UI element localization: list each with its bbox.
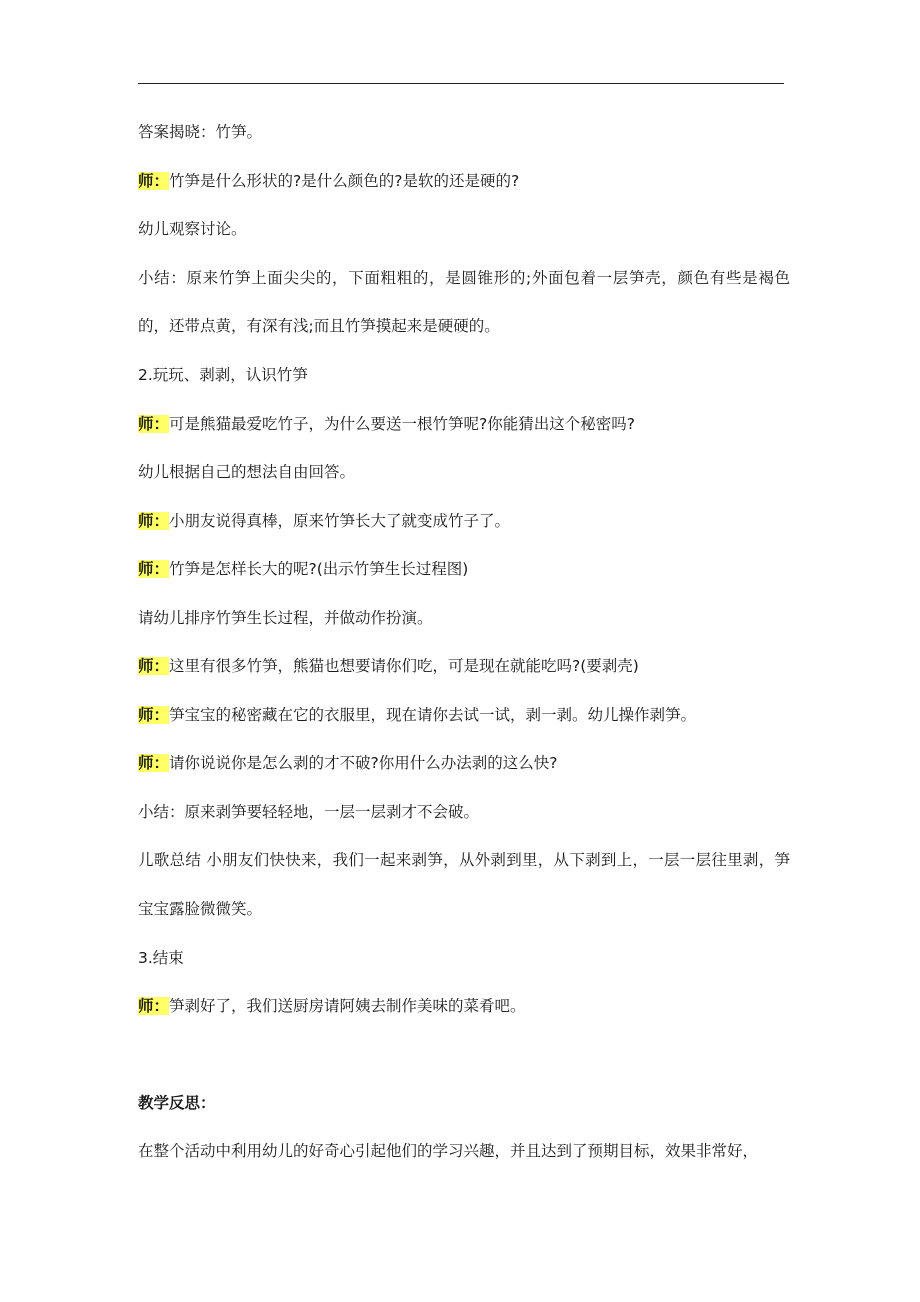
paragraph-text: 儿歌总结 小朋友们快快来，我们一起来剥笋，从外剥到里，从下剥到上，一层一层往里剥，笋宝宝露脸微微笑。 xyxy=(138,851,790,918)
paragraph-text: 笋剥好了，我们送厨房请阿姨去制作美味的菜肴吧。 xyxy=(169,997,526,1015)
paragraph-text: 可是熊猫最爱吃竹子，为什么要送一根竹笋呢?你能猜出这个秘密吗? xyxy=(169,414,635,433)
document-body xyxy=(138,120,790,1188)
speaker-label: 师： xyxy=(138,414,170,433)
paragraph-17 xyxy=(138,994,790,1018)
reflection-text: 在整个活动中利用幼儿的好奇心引起他们的学习兴趣，并且达到了预期目标，效果非常好， xyxy=(138,1142,759,1160)
paragraph-text: 竹笋是怎样长大的呢?(出示竹笋生长过程图) xyxy=(169,560,469,578)
speaker-label: 师： xyxy=(138,754,170,772)
paragraph-text: 幼儿根据自己的想法自由回答。 xyxy=(138,463,356,481)
paragraph-text: 幼儿观察讨论。 xyxy=(138,220,247,238)
paragraph-6 xyxy=(138,412,790,436)
paragraph-text: 请幼儿排序竹笋生长过程，并做动作扮演。 xyxy=(138,608,433,627)
speaker-label: 师： xyxy=(138,997,170,1015)
speaker-label: 师： xyxy=(138,511,170,530)
paragraph-text: 竹笋是什么形状的?是什么颜色的?是软的还是硬的? xyxy=(169,171,520,190)
paragraph-12 xyxy=(138,703,790,727)
paragraph-text: 笋宝宝的秘密藏在它的衣服里，现在请你去试一试，剥一剥。幼儿操作剥笋。 xyxy=(169,705,697,724)
paragraph-text: 3.结束 xyxy=(138,948,184,967)
paragraph-8 xyxy=(138,509,790,533)
paragraph-4 xyxy=(138,254,790,351)
paragraph-1 xyxy=(138,120,790,144)
paragraph-text: 请你说说你是怎么剥的才不破?你用什么办法剥的这么快? xyxy=(169,754,558,772)
paragraph-15 xyxy=(138,836,790,933)
reflection-heading: 教学反思： xyxy=(138,1093,216,1112)
paragraph-13 xyxy=(138,751,790,775)
paragraph-7 xyxy=(138,460,790,484)
paragraph-5 xyxy=(138,363,790,387)
header-rule xyxy=(138,83,784,84)
speaker-label: 师： xyxy=(138,560,170,578)
speaker-label: 师： xyxy=(138,171,170,190)
paragraph-text: 小结：原来竹笋上面尖尖的，下面粗粗的，是圆锥形的;外面包着一层笋壳，颜色有些是褐色的，还带点黄，有深有浅;而且竹笋摸起来是硬硬的。 xyxy=(138,268,790,335)
paragraph-text: 这里有很多竹笋，熊猫也想要请你们吃，可是现在就能吃吗?(要剥壳) xyxy=(169,657,639,675)
paragraph-10 xyxy=(138,606,790,630)
paragraph-2 xyxy=(138,169,790,193)
paragraph-11 xyxy=(138,654,790,678)
paragraph-text: 2.玩玩、剥剥，认识竹笋 xyxy=(138,366,308,384)
paragraph-3 xyxy=(138,217,790,241)
paragraph-14 xyxy=(138,800,790,824)
paragraph-text: 小朋友说得真棒，原来竹笋长大了就变成竹子了。 xyxy=(169,511,511,530)
paragraph-16 xyxy=(138,946,790,970)
speaker-label: 师： xyxy=(138,705,170,724)
section-gap xyxy=(138,1043,790,1091)
paragraph-text: 答案揭晓：竹笋。 xyxy=(138,123,263,141)
speaker-label: 师： xyxy=(138,657,170,675)
paragraph-9 xyxy=(138,557,790,581)
paragraph-text: 小结：原来剥笋要轻轻地，一层一层剥才不会破。 xyxy=(138,802,480,821)
